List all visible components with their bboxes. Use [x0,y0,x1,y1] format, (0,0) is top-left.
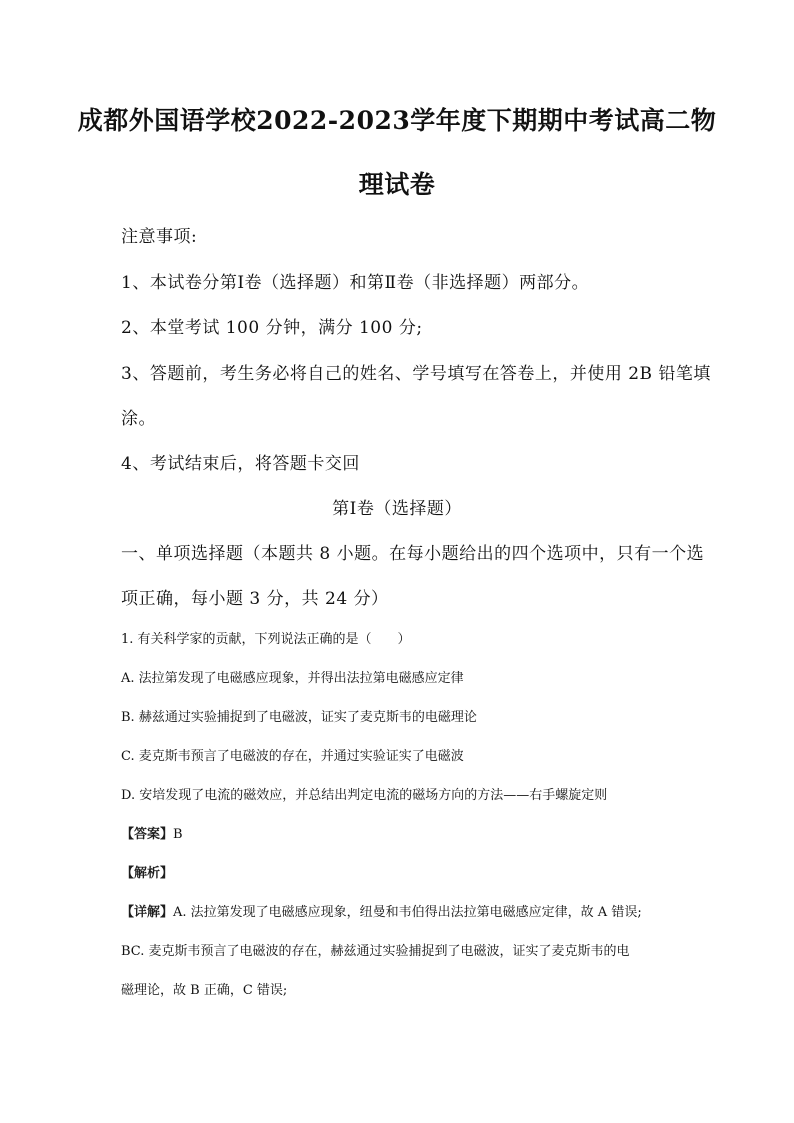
detail-label: 【详解】 [121,905,174,920]
option-a: A. 法拉第发现了电磁感应现象，并得出法拉第电磁感应定律 [121,671,464,686]
detail-text-1: A. 法拉第发现了电磁感应现象，纽曼和韦伯得出法拉第电磁感应定律，故 A 错误; [173,905,642,920]
document-title-line-2: 理试卷 [358,170,436,199]
answer-line [121,823,183,842]
note-item-3: 3、答题前，考生务必将自己的姓名、学号填写在答卷上，并使用 2B 铅笔填 [121,364,711,384]
document-title-line-1: 成都外国语学校2022-2023学年度下期期中考试高二物 [77,106,717,135]
detail-line-2: BC. 麦克斯韦预言了电磁波的存在，赫兹通过实验捕捉到了电磁波，证实了麦克斯韦的电 [121,944,630,959]
notes-heading: 注意事项: [121,227,198,247]
detail-line-3: 磁理论，故 B 正确，C 错误; [121,983,288,998]
detail-line-1 [121,901,642,920]
note-item-2: 2、本堂考试 100 分钟，满分 100 分; [121,318,423,338]
analysis-label: 【解析】 [121,866,174,881]
section-title: 第Ⅰ卷（选择题） [332,499,462,519]
part-instructions-line-2: 项正确，每小题 3 分，共 24 分） [121,589,389,609]
option-b: B. 赫兹通过实验捕捉到了电磁波，证实了麦克斯韦的电磁理论 [121,710,477,725]
analysis-line [121,862,173,881]
note-item-4: 4、考试结束后，将答题卡交回 [121,454,360,474]
part-instructions-line-1: 一、单项选择题（本题共 8 小题。在每小题给出的四个选项中，只有一个选 [121,544,705,564]
answer-label: 【答案】 [121,827,174,842]
note-item-1: 1、本试卷分第Ⅰ卷（选择题）和第Ⅱ卷（非选择题）两部分。 [121,273,590,293]
option-c: C. 麦克斯韦预言了电磁波的存在，并通过实验证实了电磁波 [121,749,464,764]
option-d: D. 安培发现了电流的磁效应，并总结出判定电流的磁场方向的方法——右手螺旋定则 [121,788,608,803]
question-stem: 1. 有关科学家的贡献，下列说法正确的是（ ） [121,632,411,647]
answer-value: B [173,827,183,842]
note-item-3-continued: 涂。 [121,409,156,429]
